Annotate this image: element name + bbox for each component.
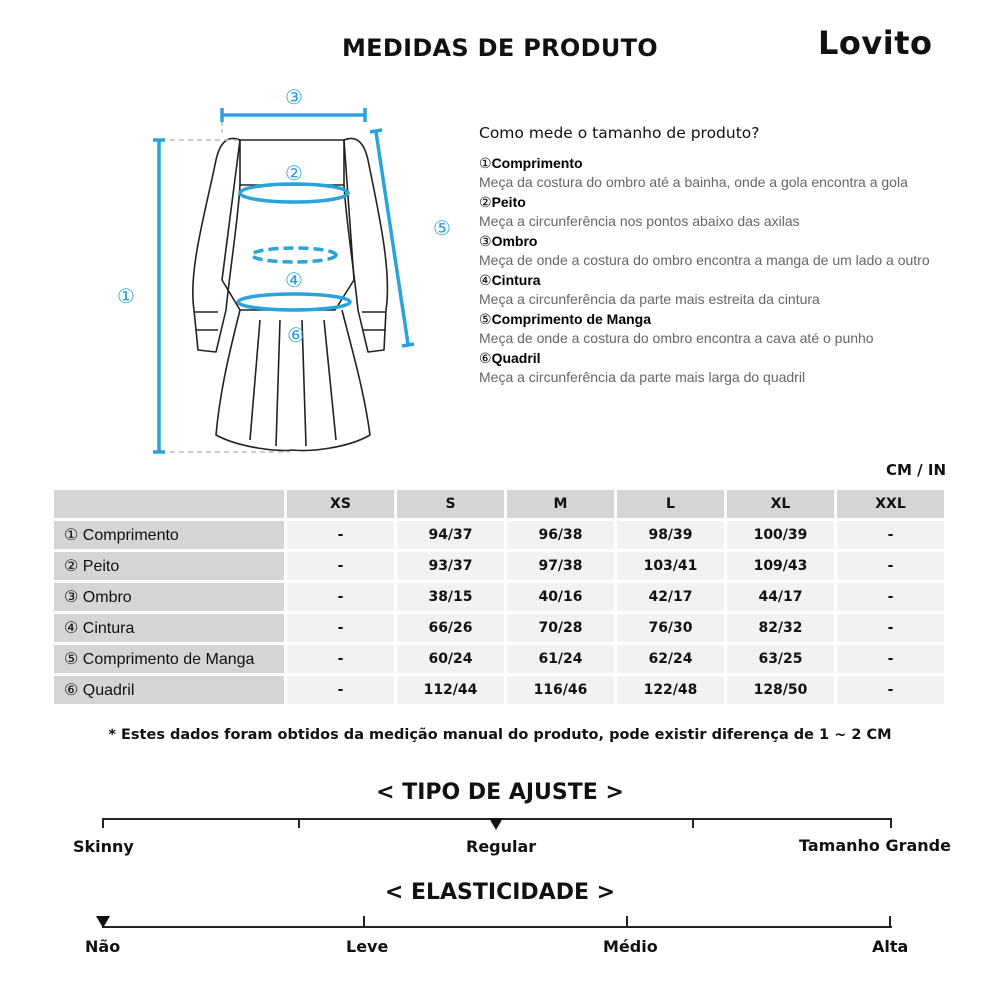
guide-item-desc: Meça de onde a costura do ombro encontra a cava até o punho — [479, 330, 874, 346]
measurement-note: * Estes dados foram obtidos da medição manual do produto, pode existir diferença de 1 ~ 2 CM — [108, 727, 892, 743]
table-cell: 61/24 — [507, 645, 614, 673]
guide-item-number: ③ — [479, 233, 492, 249]
guide-item-title: Cintura — [491, 272, 541, 288]
table-cell: 70/28 — [507, 614, 614, 642]
table-cell: 40/16 — [507, 583, 614, 611]
table-cell: 97/38 — [507, 552, 614, 580]
guide-item — [479, 310, 949, 348]
table-cell: - — [837, 676, 944, 704]
row-label: ⑤ Comprimento de Manga — [54, 645, 284, 673]
size-table — [51, 487, 947, 707]
guide-item-desc: Meça da costura do ombro até a bainha, onde a gola encontra a gola — [479, 174, 908, 190]
table-header-row — [54, 490, 944, 518]
table-cell: 128/50 — [727, 676, 834, 704]
size-header: XL — [727, 490, 834, 518]
table-cell: 94/37 — [397, 521, 504, 549]
elasticity-label-light: Leve — [346, 937, 389, 956]
marker-4: ④ — [285, 268, 303, 292]
table-cell: 66/26 — [397, 614, 504, 642]
table-cell: - — [287, 521, 394, 549]
guide-item — [479, 193, 949, 231]
table-cell: 42/17 — [617, 583, 724, 611]
table-cell: - — [837, 645, 944, 673]
table-cell: 109/43 — [727, 552, 834, 580]
row-label: ⑥ Quadril — [54, 676, 284, 704]
marker-6: ⑥ — [287, 323, 305, 347]
marker-3: ③ — [285, 85, 303, 109]
table-cell: 103/41 — [617, 552, 724, 580]
guide-item-title: Ombro — [491, 233, 538, 249]
table-cell: 60/24 — [397, 645, 504, 673]
guide-item-title: Comprimento — [491, 155, 583, 171]
table-cell: 98/39 — [617, 521, 724, 549]
measurement-guide — [479, 124, 949, 388]
table-cell: - — [837, 521, 944, 549]
table-cell: 76/30 — [617, 614, 724, 642]
table-cell: 62/24 — [617, 645, 724, 673]
guide-item-number: ⑥ — [479, 350, 492, 366]
table-cell: 38/15 — [397, 583, 504, 611]
elasticity-selected-marker-icon — [96, 916, 110, 928]
table-cell: 122/48 — [617, 676, 724, 704]
size-header: XS — [287, 490, 394, 518]
elasticity-scale-tick — [363, 916, 365, 926]
guide-item — [479, 349, 949, 387]
row-label: ④ Cintura — [54, 614, 284, 642]
elasticity-label-medium: Médio — [603, 937, 658, 956]
table-row — [54, 645, 944, 673]
fit-scale-tick — [692, 818, 694, 828]
guide-item-title: Peito — [491, 194, 526, 210]
table-cell: - — [287, 676, 394, 704]
elasticity-scale-tick — [626, 916, 628, 926]
guide-item — [479, 271, 949, 309]
guide-item-title: Comprimento de Manga — [491, 311, 652, 327]
table-cell: 82/32 — [727, 614, 834, 642]
marker-2: ② — [285, 161, 303, 185]
guide-item-desc: Meça a circunferência da parte mais larga do quadril — [479, 369, 806, 385]
table-row — [54, 614, 944, 642]
table-row — [54, 521, 944, 549]
fit-scale-title: < TIPO DE AJUSTE > — [376, 780, 624, 805]
guide-item-number: ① — [479, 155, 492, 171]
table-cell: - — [287, 552, 394, 580]
size-header: S — [397, 490, 504, 518]
fit-label-large: Tamanho Grande — [799, 836, 951, 855]
elasticity-label-high: Alta — [872, 937, 909, 956]
fit-label-regular: Regular — [466, 837, 537, 856]
table-cell: - — [287, 614, 394, 642]
guide-item-title: Quadril — [491, 350, 541, 366]
page-title: MEDIDAS DE PRODUTO — [342, 34, 658, 62]
row-label: ① Comprimento — [54, 521, 284, 549]
guide-question: Como mede o tamanho de produto? — [479, 124, 760, 142]
table-cell: 112/44 — [397, 676, 504, 704]
table-cell: 96/38 — [507, 521, 614, 549]
size-header: XXL — [837, 490, 944, 518]
fit-label-skinny: Skinny — [73, 837, 134, 856]
dress-diagram — [80, 80, 460, 470]
guide-item-desc: Meça a circunferência nos pontos abaixo das axilas — [479, 213, 800, 229]
elasticity-scale-tick — [889, 916, 891, 926]
units-label: CM / IN — [886, 461, 946, 479]
marker-1: ① — [117, 284, 135, 308]
table-row — [54, 583, 944, 611]
table-cell: 44/17 — [727, 583, 834, 611]
fit-scale-tick — [298, 818, 300, 828]
guide-item-desc: Meça de onde a costura do ombro encontra a manga de um lado a outro — [479, 252, 930, 268]
table-cell: - — [837, 614, 944, 642]
size-header: M — [507, 490, 614, 518]
elasticity-label-none: Não — [85, 937, 121, 956]
table-cell: - — [837, 583, 944, 611]
size-header: L — [617, 490, 724, 518]
table-cell: 63/25 — [727, 645, 834, 673]
row-label: ② Peito — [54, 552, 284, 580]
elasticity-scale-line — [102, 926, 892, 928]
brand-logo: Lovito — [818, 24, 933, 62]
guide-item-number: ② — [479, 194, 492, 210]
fit-scale-tick — [102, 818, 104, 828]
table-row — [54, 676, 944, 704]
guide-item-number: ④ — [479, 272, 492, 288]
guide-item-desc: Meça a circunferência da parte mais estreita da cintura — [479, 291, 820, 307]
table-row — [54, 552, 944, 580]
guide-item-number: ⑤ — [479, 311, 492, 327]
fit-scale-tick — [890, 818, 892, 828]
table-cell: 100/39 — [727, 521, 834, 549]
table-cell: - — [287, 645, 394, 673]
measure-guides — [153, 108, 414, 452]
guide-item — [479, 154, 949, 192]
row-label: ③ Ombro — [54, 583, 284, 611]
table-cell: 93/37 — [397, 552, 504, 580]
fit-selected-marker-icon — [489, 818, 503, 830]
table-cell: - — [837, 552, 944, 580]
elasticity-scale-title: < ELASTICIDADE > — [384, 880, 616, 905]
guide-item — [479, 232, 949, 270]
table-cell: 116/46 — [507, 676, 614, 704]
marker-5: ⑤ — [433, 216, 451, 240]
table-cell: - — [287, 583, 394, 611]
table-corner-cell — [54, 490, 284, 518]
